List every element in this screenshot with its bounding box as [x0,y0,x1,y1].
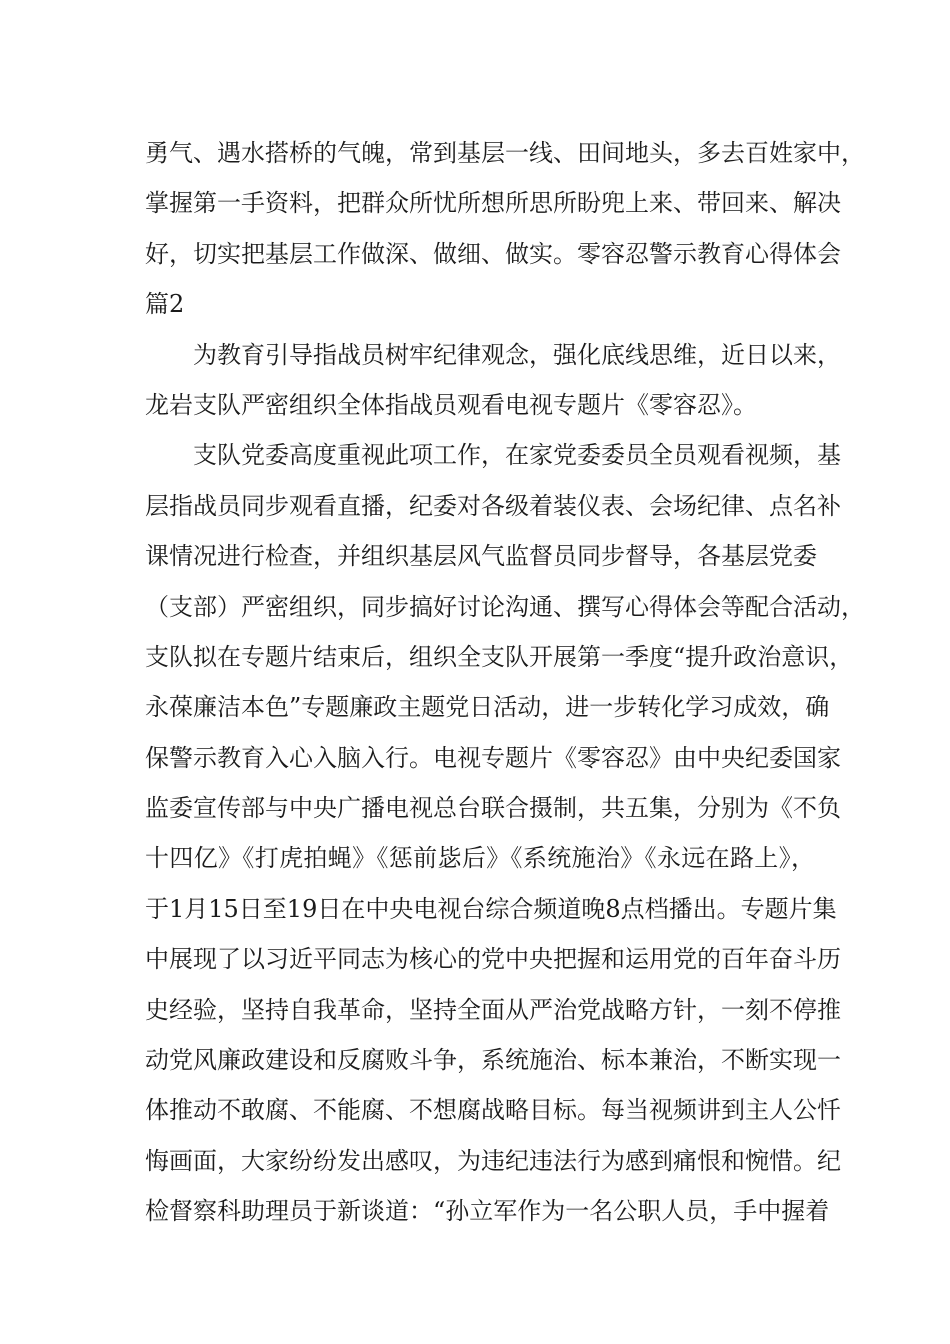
text-line: 课情况进行检查，并组织基层风气监督员同步督导，各基层党委 [145,542,817,571]
text-line: 勇气、遇水搭桥的气魄，常到基层一线、田间地头，多去百姓家中， [145,139,865,167]
body-text [145,128,865,1237]
text-line: 龙岩支队严密组织全体指战员观看电视专题片《零容忍》。 [145,390,757,419]
text-line: 体推动不敢腐、不能腐、不想腐战略目标。每当视频讲到主人公忏 [145,1096,841,1125]
text-line: 永葆廉洁本色”专题廉政主题党日活动，进一步转化学习成效，确 [145,693,830,722]
text-line: 篇2 [145,290,185,319]
text-line: 掌握第一手资料，把群众所忧所想所思所盼兜上来、带回来、解决 [145,189,841,218]
text-line: 动党风廉政建设和反腐败斗争，系统施治、标本兼治，不断实现一 [145,1046,841,1075]
text-line: 为教育引导指战员树牢纪律观念，强化底线思维，近日以来， [193,340,841,369]
text-line: 保警示教育入心入脑入行。电视专题片《零容忍》由中央纪委国家 [145,743,841,772]
text-line: 十四亿》《打虎拍蝇》《惩前毖后》《系统施治》《永远在路上》， [145,844,815,873]
text-line: 史经验，坚持自我革命，坚持全面从严治党战略方针，一刻不停推 [145,995,841,1024]
text-line: 支队党委高度重视此项工作，在家党委委员全员观看视频，基 [193,441,841,470]
text-line: 检督察科助理员于新谈道：“孙立军作为一名公职人员，手中握着 [145,1197,830,1226]
text-line: 中展现了以习近平同志为核心的党中央把握和运用党的百年奋斗历 [145,945,841,974]
text-line: 于1月15日至19日在中央电视台综合频道晚8点档播出。专题片集 [145,894,837,923]
text-line: 层指战员同步观看直播，纪委对各级着装仪表、会场纪律、点名补 [145,491,841,520]
text-line: （支部）严密组织，同步搞好讨论沟通、撰写心得体会等配合活动， [145,592,865,621]
text-line: 监委宣传部与中央广播电视总台联合摄制，共五集，分别为《不负 [145,794,841,823]
text-line: 好，切实把基层工作做深、做细、做实。零容忍警示教育心得体会 [145,239,841,268]
text-line: 悔画面，大家纷纷发出感叹，为违纪违法行为感到痛恨和惋惜。纪 [145,1146,841,1175]
text-line: 支队拟在专题片结束后，组织全支队开展第一季度“提升政治意识， [145,642,854,671]
